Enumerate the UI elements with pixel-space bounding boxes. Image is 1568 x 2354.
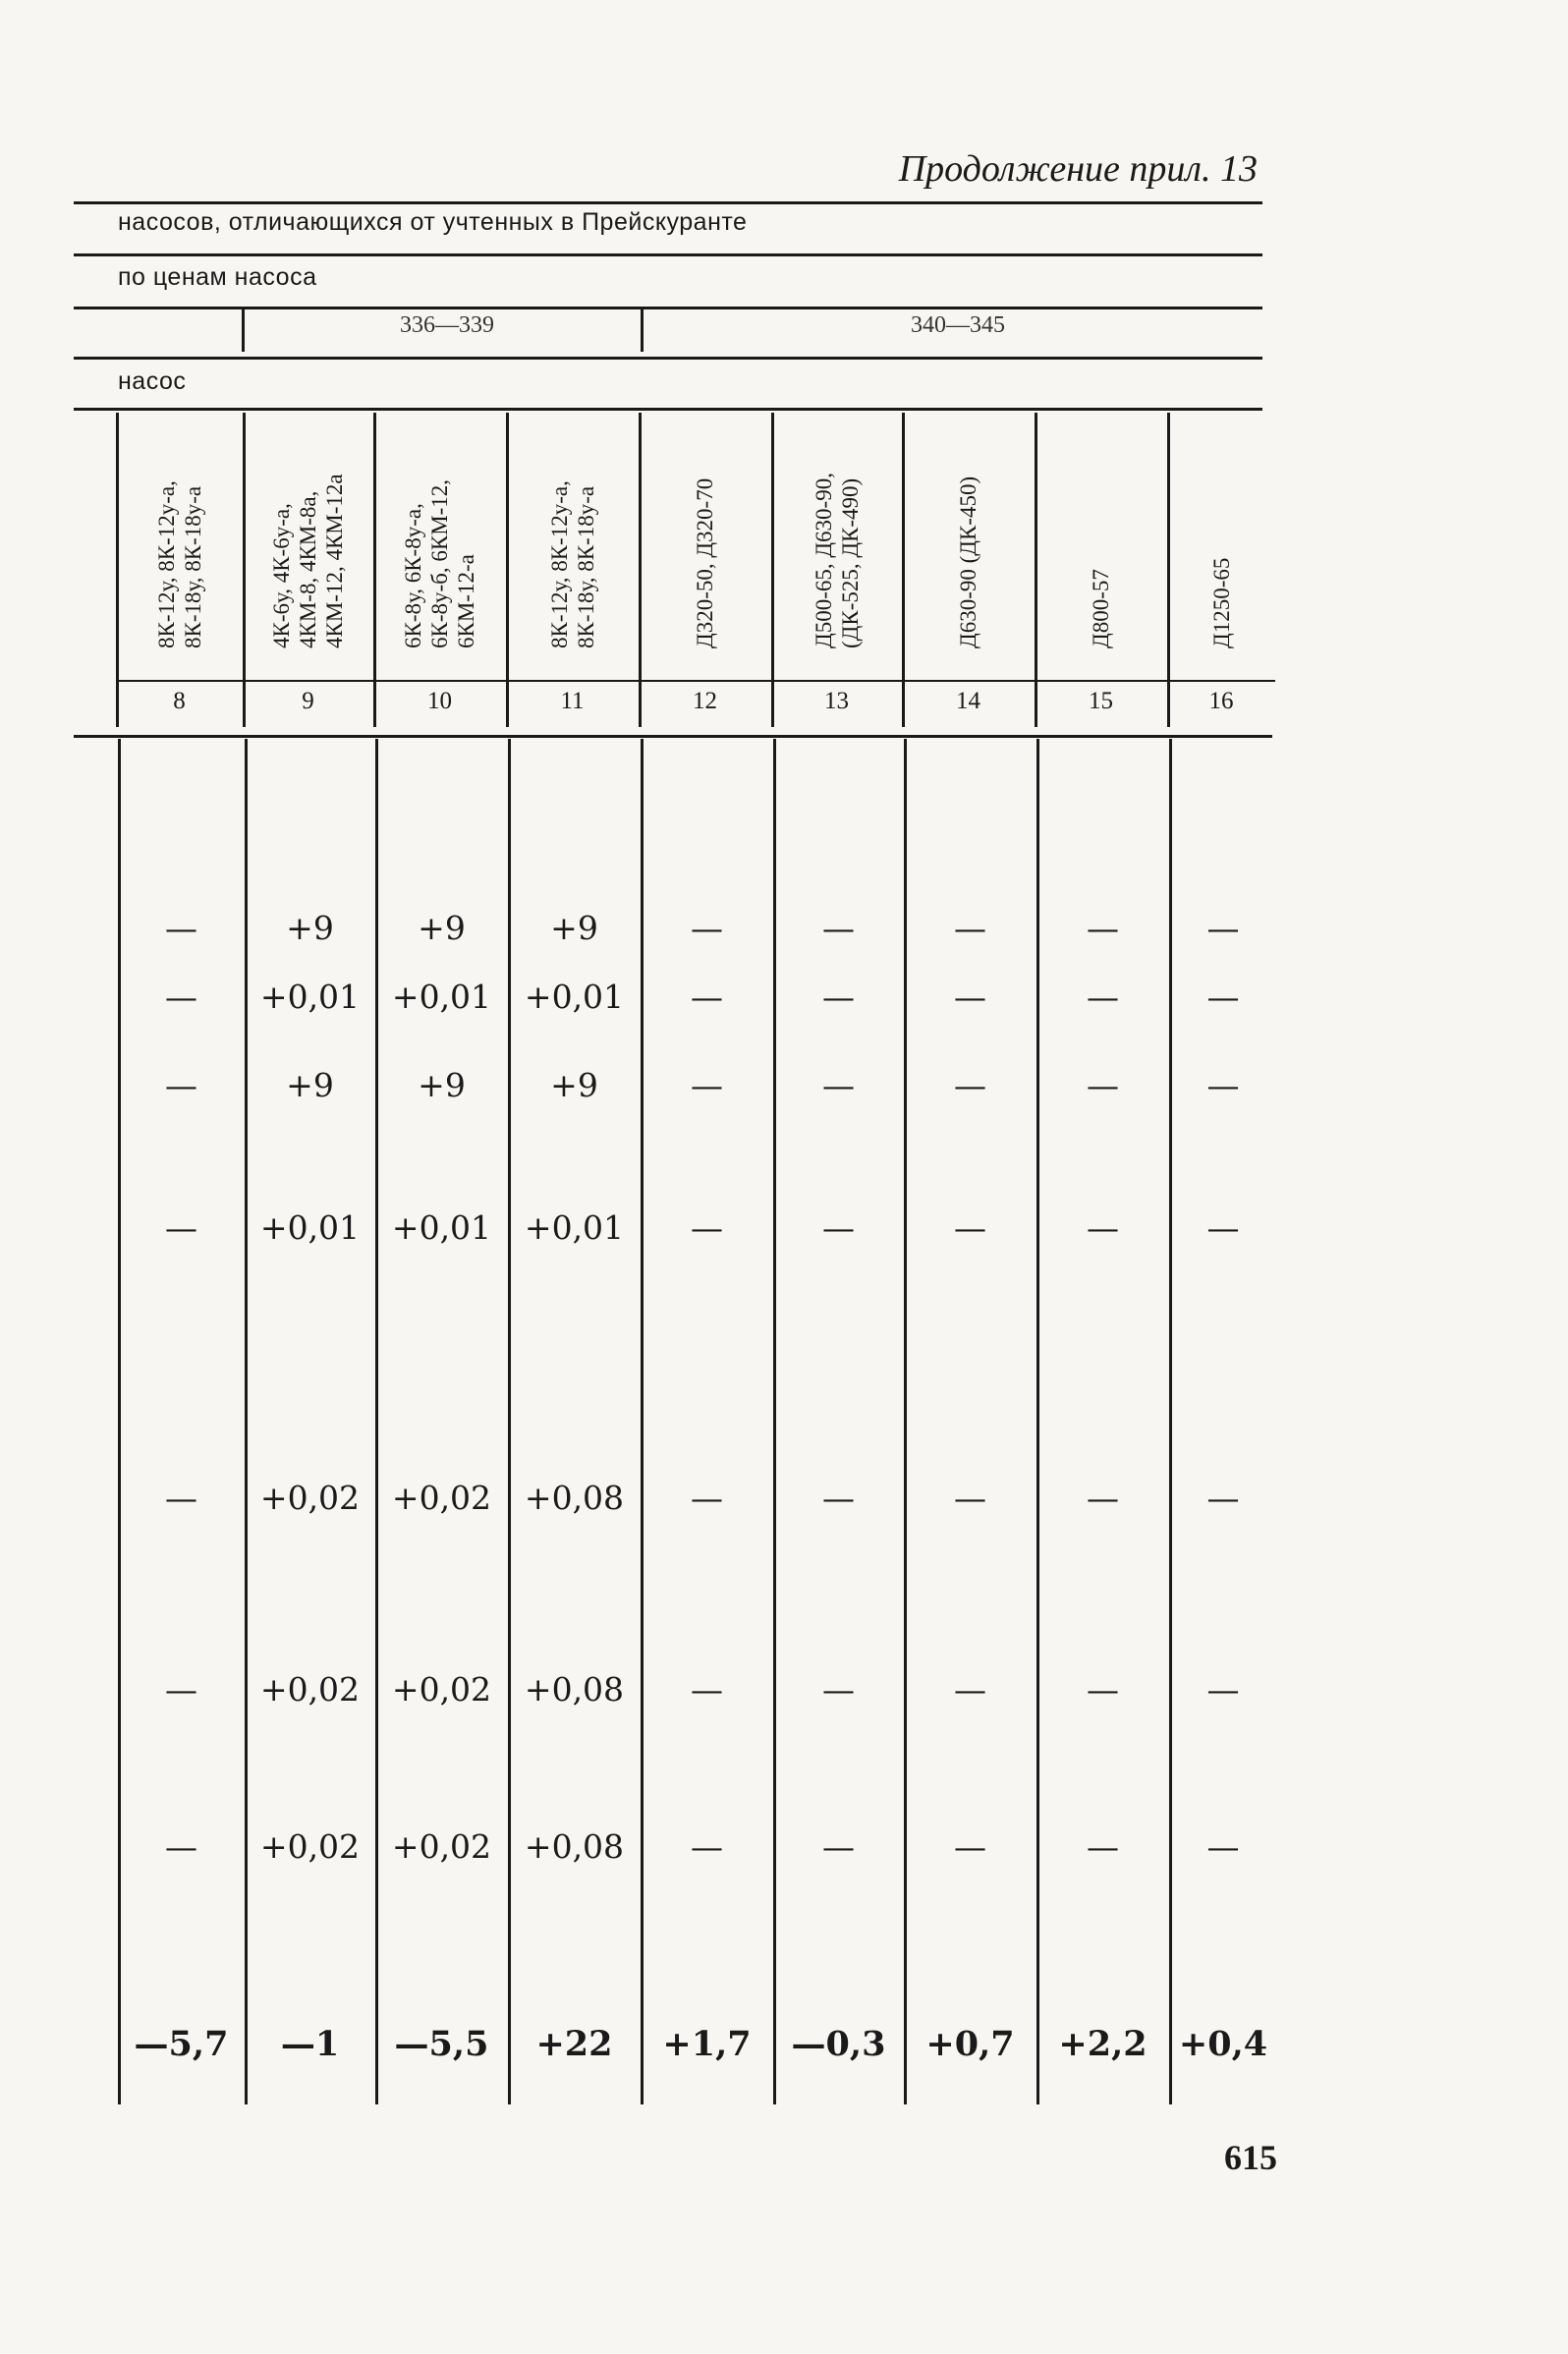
table-cell: — [165,909,197,947]
col-num-14: 14 [956,688,980,714]
table-cell: —1 [280,2024,340,2064]
page-number: 615 [1224,2138,1277,2177]
table-cell: — [954,1066,986,1104]
band-by-pump-prices: по ценам насоса [118,263,317,291]
table-cell: +9 [286,1066,334,1104]
table-cell: +0,01 [391,1208,492,1247]
table-cell: — [822,1208,855,1247]
range-divider-mid [641,308,644,352]
table-cell: — [822,1479,855,1517]
col-num-12: 12 [693,688,717,714]
table-cell: +0,02 [391,1827,492,1866]
band-pumps-differing: насосов, отличающихся от учтенных в Прейскуранте [118,208,748,236]
table-cell: — [1206,1066,1240,1104]
col-header-12: Д320-50, Д320-70 [693,477,717,648]
table-cell: +9 [418,1066,466,1104]
table-cell: — [822,909,855,947]
rule-4 [74,357,1262,360]
rule-2 [74,253,1262,256]
table-cell: — [691,1827,723,1866]
col-header-16: Д1250-65 [1208,557,1234,648]
table-cell: — [1087,978,1119,1016]
table-cell: —0,3 [791,2024,886,2064]
col-header-10: 6К-8у, 6К-8у-а, 6К-8у-б, 6КМ-12, 6КМ-12-а [401,478,478,648]
table-cell: +0,4 [1178,2024,1268,2064]
col-header-11: 8К-12у, 8К-12у-а, 8К-18у, 8К-18у-а [546,480,598,648]
table-cell: — [691,909,723,947]
table-cell: —5,7 [134,2024,229,2064]
table-cell: +0,01 [391,978,492,1016]
table-cell: — [954,1827,986,1866]
table-cell: +0,02 [259,1827,361,1866]
table-cell: +1,7 [662,2024,752,2064]
table-cell: +0,08 [524,1827,625,1866]
col-header-15: Д800-57 [1089,569,1113,648]
table-cell: +9 [418,909,466,947]
table-cell: — [691,1670,723,1709]
table-cell: — [954,1208,986,1247]
table-cell: +22 [535,2024,613,2064]
table-cell: — [165,1827,197,1866]
table-cell: — [1206,978,1240,1016]
table-cell: — [1206,1479,1240,1517]
col-header-13: Д500-65, Д630-90, (ДК-525, ДК-490) [811,473,863,648]
caption: Продолжение прил. 13 [898,148,1258,190]
col-num-10: 10 [427,688,452,714]
table-cell: +2,2 [1058,2024,1148,2064]
table-cell: — [165,978,197,1016]
rule-5 [74,408,1262,411]
table-cell: — [1087,1479,1119,1517]
table-cell: — [822,1670,855,1709]
table-cell: +0,01 [524,978,625,1016]
col-header-14: Д630-90 (ДК-450) [956,476,980,648]
rule-under-numbers [74,735,1272,738]
table-cell: +0,08 [524,1479,625,1517]
table-cell: — [1087,1066,1119,1104]
table-cell: — [822,1066,855,1104]
col-header-9: 4К-6у, 4К-6у-а, 4КМ-8, 4КМ-8а, 4КМ-12, 4КМ-12а [269,474,347,648]
col-num-15: 15 [1089,688,1113,714]
table-cell: +0,01 [259,1208,361,1247]
col-num-16: 16 [1208,688,1234,714]
table-cell: +0,02 [259,1670,361,1709]
col-num-9: 9 [302,688,314,714]
table-cell: — [1206,1670,1240,1709]
table-cell: — [1087,1670,1119,1709]
table-cell: +0,02 [391,1479,492,1517]
table-cell: — [1206,909,1240,947]
table-cell: — [822,1827,855,1866]
rule-top [74,201,1262,204]
table-cell: — [165,1670,197,1709]
table-cell: — [954,909,986,947]
table-cell: —5,5 [394,2024,489,2064]
table-cell: — [165,1208,197,1247]
rule-3 [74,307,1262,309]
table-cell: — [1206,1208,1240,1247]
table-cell: +0,7 [925,2024,1015,2064]
range-336-339: 336—339 [400,312,494,338]
table-cell: — [1087,1208,1119,1247]
band-pump: насос [118,367,187,395]
table-cell: +9 [286,909,334,947]
col-num-8: 8 [173,688,186,714]
table-cell: — [954,1670,986,1709]
table-cell: — [691,978,723,1016]
table-cell: — [954,978,986,1016]
table-cell: +9 [550,909,598,947]
col-num-11: 11 [560,688,585,714]
table-cell: — [691,1208,723,1247]
table-cell: — [691,1066,723,1104]
table-cell: +0,02 [259,1479,361,1517]
table-cell: — [1206,1827,1240,1866]
table-cell: — [954,1479,986,1517]
table-cell: — [822,978,855,1016]
table-cell: — [165,1479,197,1517]
rule-under-headers [116,680,1275,682]
col-num-13: 13 [824,688,849,714]
table-cell: — [1087,1827,1119,1866]
table-cell: +9 [550,1066,598,1104]
range-divider-left [242,308,245,352]
table-cell: — [165,1066,197,1104]
table-cell: — [691,1479,723,1517]
col-header-8: 8К-12у, 8К-12у-а, 8К-18у, 8К-18у-а [153,480,205,648]
table-cell: — [1087,909,1119,947]
range-340-345: 340—345 [911,312,1005,338]
table-cell: +0,01 [259,978,361,1016]
table-cell: +0,02 [391,1670,492,1709]
table-cell: +0,01 [524,1208,625,1247]
table-cell: +0,08 [524,1670,625,1709]
